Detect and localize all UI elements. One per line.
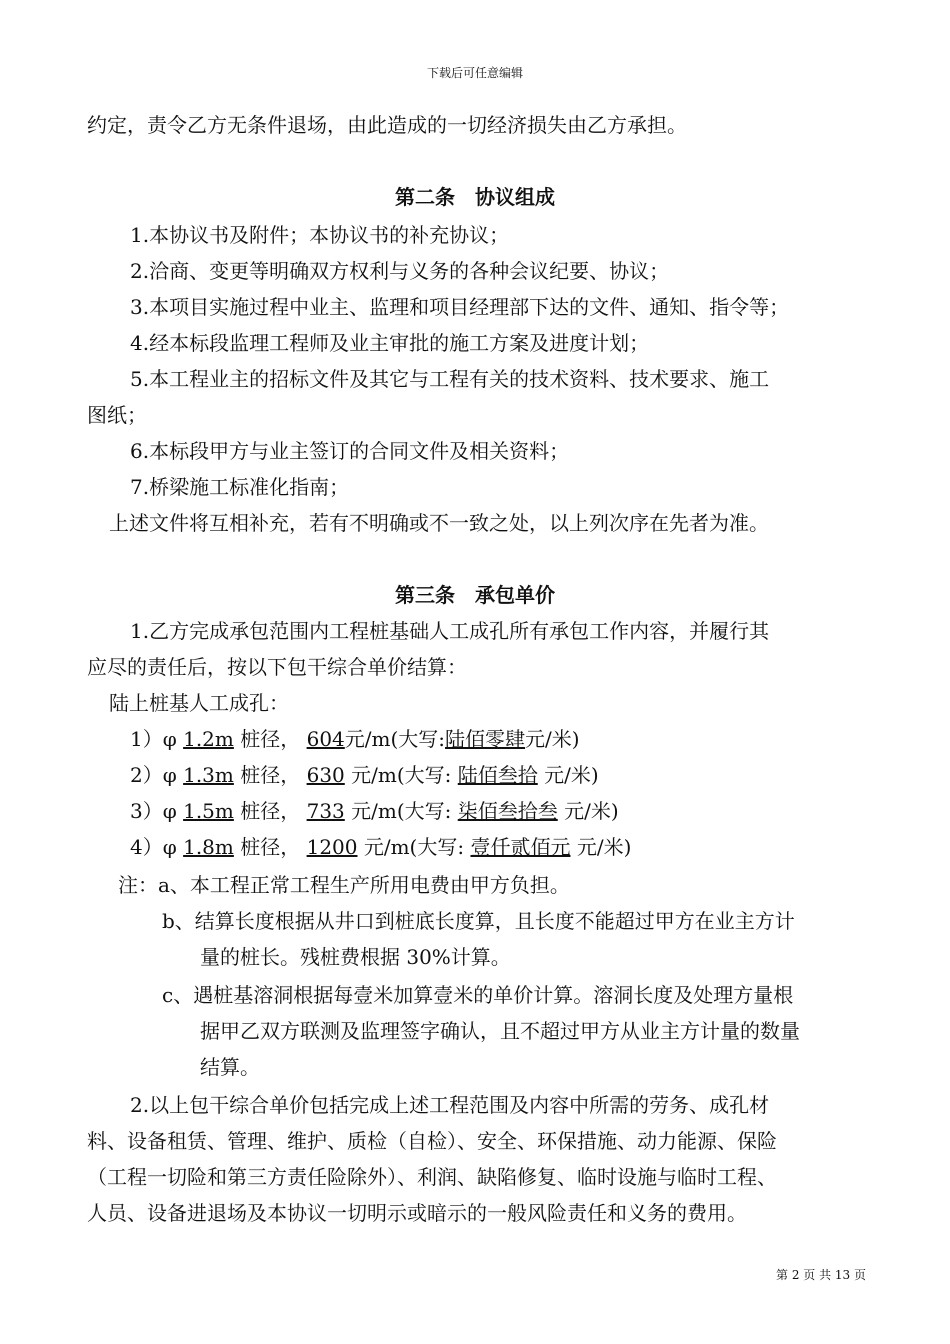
paragraph-line: 人员、设备进退场及本协议一切明示或暗示的一般风险责任和义务的费用。 [87,1201,747,1225]
list-item: 5.本工程业主的招标文件及其它与工程有关的技术资料、技术要求、施工 [130,367,770,391]
list-item: 1.本协议书及附件；本协议书的补充协议； [130,223,510,247]
land-pile-label: 陆上桩基人工成孔： [109,691,289,715]
price-row: 3）φ 1.5m 桩径， 733 元/m(大写: 柒佰叁拾叁 元/米) [130,799,619,823]
price-row: 2）φ 1.3m 桩径， 630 元/m(大写: 陆佰叁拾 元/米) [130,763,599,787]
unit-price: 604 [306,727,345,751]
price-in-words: 陆佰叁拾 [457,763,538,787]
list-item: 4.经本标段监理工程师及业主审批的施工方案及进度计划； [130,331,650,355]
price-in-words: 壹仟贰佰元 [470,835,571,859]
conclusion-text: 上述文件将互相补充，若有不明确或不一致之处，以上列次序在先者为准。 [109,511,769,535]
paragraph-line: 应尽的责任后，按以下包干综合单价结算： [87,655,467,679]
note-b-line: 量的桩长。残桩费根据 30%计算。 [200,945,511,969]
diameter-value: 1.8m [183,835,234,859]
price-row: 1）φ 1.2m 桩径， 604元/m(大写:陆佰零肆元/米) [130,727,580,751]
note-c-line: 结算。 [200,1055,260,1079]
diameter-value: 1.2m [183,727,234,751]
price-row: 4）φ 1.8m 桩径， 1200 元/m(大写: 壹仟贰佰元 元/米) [130,835,632,859]
paragraph-line: 1.乙方完成承包范围内工程桩基础人工成孔所有承包工作内容，并履行其 [130,619,770,643]
list-item: 3.本项目实施过程中业主、监理和项目经理部下达的文件、通知、指令等； [130,295,790,319]
article-3-heading: 第三条 承包单价 [395,583,555,607]
diameter-value: 1.3m [183,763,234,787]
paragraph-line: 2.以上包干综合单价包括完成上述工程范围及内容中所需的劳务、成孔材 [130,1093,770,1117]
list-item: 6.本标段甲方与业主签订的合同文件及相关资料； [130,439,570,463]
note-b-line: b、结算长度根据从井口到桩底长度算，且长度不能超过甲方在业主方计 [162,909,795,933]
note-c-line: 据甲乙双方联测及监理签字确认，且不超过甲方从业主方计量的数量 [200,1019,800,1043]
page-header: 下载后可任意编辑 [426,66,523,80]
paragraph-line: 料、设备租赁、管理、维护、质检（自检）、安全、环保措施、动力能源、保险 [87,1129,777,1153]
note-a: 注：a、本工程正常工程生产所用电费由甲方负担。 [118,873,570,897]
paragraph-line: （工程一切险和第三方责任险除外）、利润、缺陷修复、临时设施与临时工程、 [87,1165,777,1189]
article-2-heading: 第二条 协议组成 [395,185,555,209]
page-number: 第 2 页 共 13 页 [776,1268,866,1282]
unit-price: 733 [306,799,345,823]
price-in-words: 陆佰零肆 [445,727,526,751]
list-item: 图纸； [87,403,147,427]
unit-price: 630 [306,763,345,787]
intro-text: 约定，责令乙方无条件退场，由此造成的一切经济损失由乙方承担。 [87,113,687,137]
list-item: 2.洽商、变更等明确双方权利与义务的各种会议纪要、协议； [130,259,670,283]
price-in-words: 柒佰叁拾叁 [457,799,558,823]
diameter-value: 1.5m [183,799,234,823]
unit-price: 1200 [306,835,358,859]
note-c-line: c、遇桩基溶洞根据每壹米加算壹米的单价计算。溶洞长度及处理方量根 [162,983,794,1007]
list-item: 7.桥梁施工标准化指南； [130,475,350,499]
